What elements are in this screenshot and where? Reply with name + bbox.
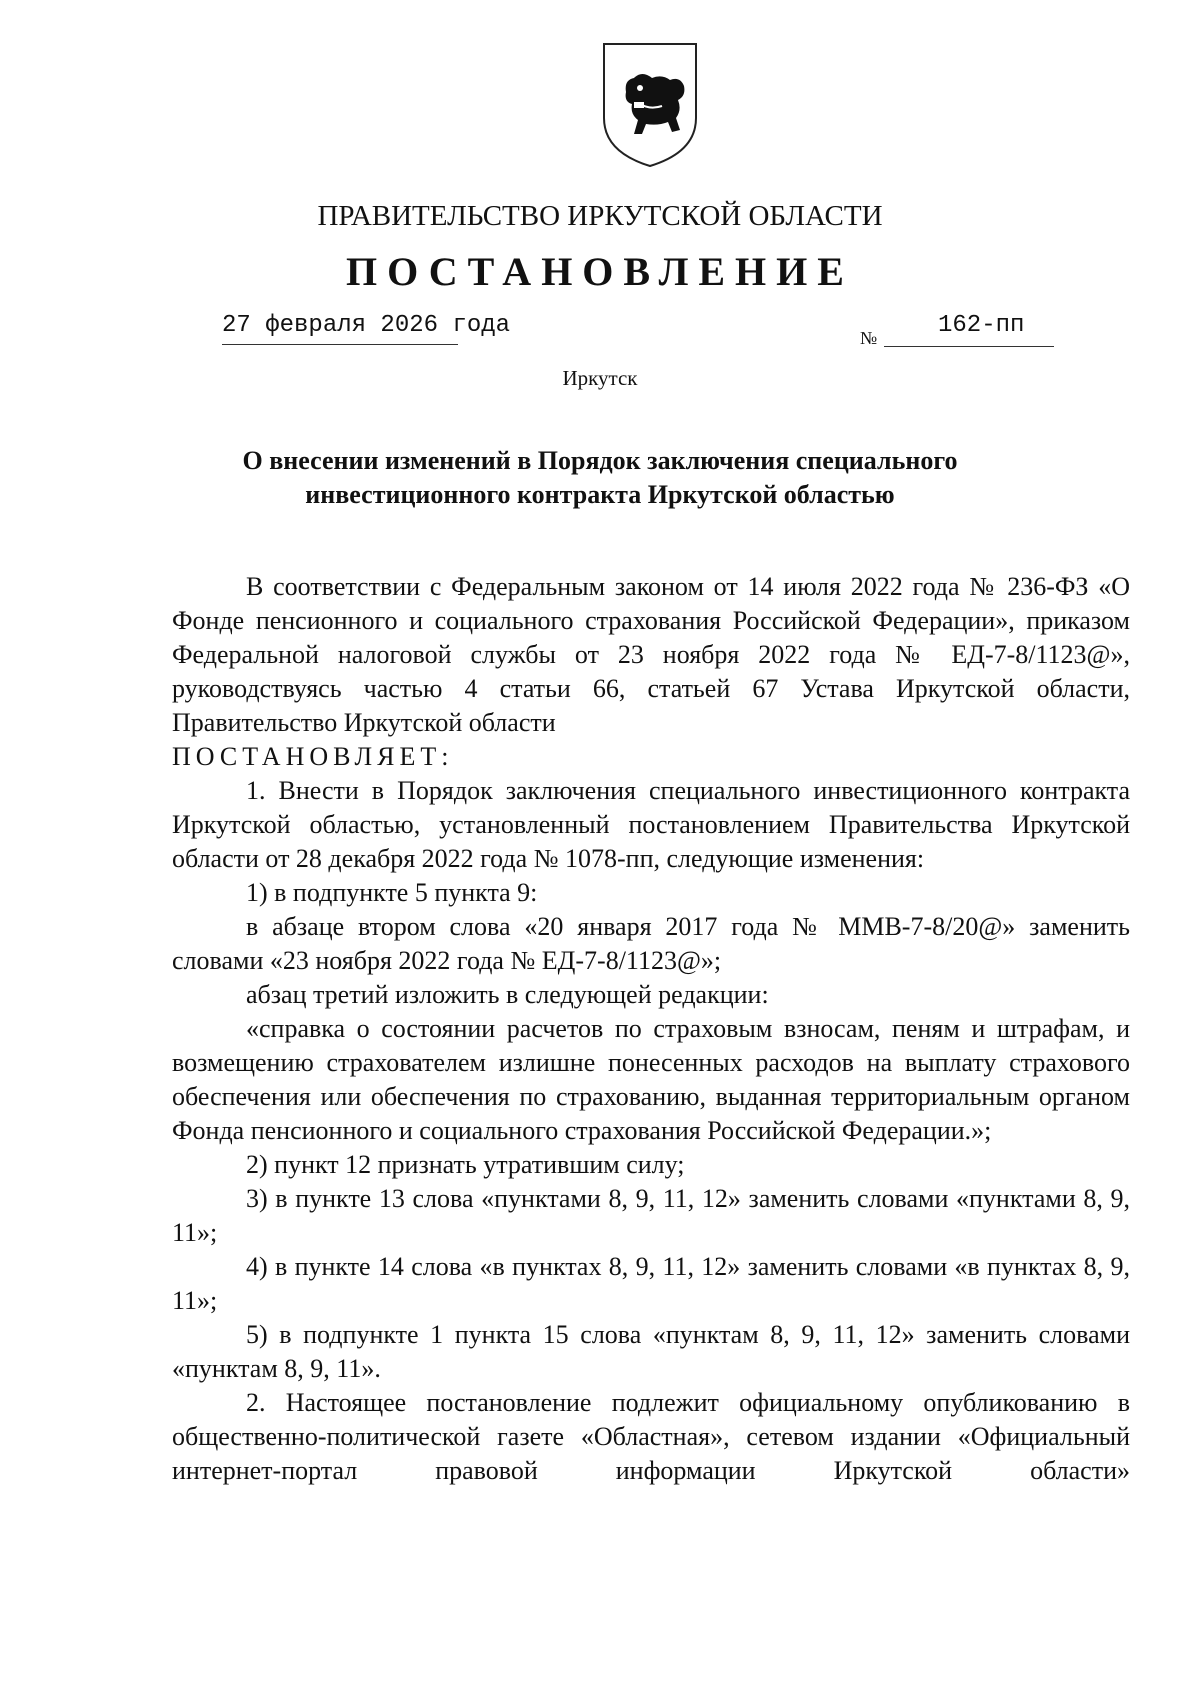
subitem-2-paragraph: 2) пункт 12 признать утратившим силу;	[246, 1150, 685, 1179]
document-title	[160, 444, 1040, 512]
city-name: Иркутск	[562, 366, 638, 390]
irkutsk-coat-of-arms-icon	[596, 40, 704, 170]
subitem-4-paragraph: 4) в пункте 14 слова «в пунктах 8, 9, 11, 12» заменить словами «в пунктах 8, 9, 11»;	[172, 1252, 1130, 1315]
document-type: ПОСТАНОВЛЕНИЕ	[346, 249, 854, 294]
title-line-1: О внесении изменений в Порядок заключения специального	[242, 446, 958, 475]
document-number: 162-пп	[938, 312, 1025, 339]
subitem-1c-paragraph: «справка о состоянии расчетов по страховым взносам, пеням и штрафам, и возмещению страхователем излишне понесенных расходов на выплату страхового обеспечения или обеспечения по страхованию, выданная территориальным органом Фонда пенсионного и социального страхования Российской Федерации.»;	[172, 1014, 1130, 1145]
document-body	[172, 570, 1130, 1488]
preamble-paragraph: В соответствии с Федеральным законом от 14 июля 2022 года № 236-ФЗ «О Фонде пенсионного и социального страхования Российской Федерации», приказом Федеральной налоговой службы от 23 ноября 2022 года № ЕД-7-8/1123@», руководствуясь частью 4 статьи 66, статьей 67 Устава Иркутской области, Правительство Иркутской области	[172, 572, 1130, 737]
subitem-1b-paragraph: абзац третий изложить в следующей редакции:	[246, 980, 769, 1009]
date-field	[222, 312, 511, 339]
subitem-3-paragraph: 3) в пункте 13 слова «пунктами 8, 9, 11, 12» заменить словами «пунктами 8, 9, 11»;	[172, 1184, 1130, 1247]
government-name: ПРАВИТЕЛЬСТВО ИРКУТСКОЙ ОБЛАСТИ	[317, 200, 883, 232]
subitem-5-paragraph: 5) в подпункте 1 пункта 15 слова «пунктам 8, 9, 11, 12» заменить словами «пунктам 8, 9, 11».	[172, 1320, 1130, 1383]
title-line-2: инвестиционного контракта Иркутской областью	[305, 480, 895, 509]
item-2-paragraph: 2. Настоящее постановление подлежит официальному опубликованию в общественно-политической газете «Областная», сетевом издании «Официальный интернет-портал правовой информации Иркутской области»	[172, 1388, 1130, 1485]
number-underline	[884, 346, 1054, 347]
subitem-1a-paragraph: в абзаце втором слова «20 января 2017 года № ММВ-7-8/20@» заменить словами «23 ноября 2022 года № ЕД-7-8/1123@»;	[172, 912, 1130, 975]
subitem-1-paragraph: 1) в подпункте 5 пункта 9:	[246, 878, 538, 907]
number-sign: №	[860, 328, 878, 348]
document-date: 27 февраля 2026 года	[222, 312, 511, 339]
resolve-heading: ПОСТАНОВЛЯЕТ:	[172, 742, 454, 771]
date-underline	[222, 344, 458, 345]
item-1-paragraph: 1. Внести в Порядок заключения специального инвестиционного контракта Иркутской областью, установленный постановлением Правительства Иркутской области от 28 декабря 2022 года № 1078-пп, следующие изменения:	[172, 776, 1130, 873]
